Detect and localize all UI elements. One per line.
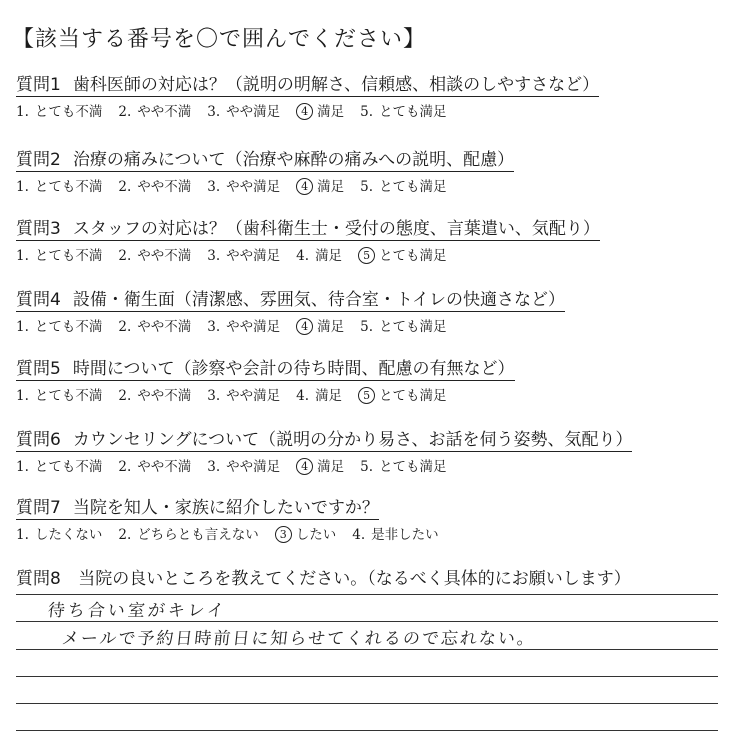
question-text: 設備・衛生面（清潔感、雰囲気、待合室・トイレの快適さなど） [72,290,565,310]
option[interactable] [16,455,102,475]
answer-line-4 [16,676,718,677]
answer-line-3 [16,649,718,650]
option-label: とても不満 [34,179,103,195]
option-row [16,100,716,120]
option-number: 5. [360,179,374,195]
option-label: やや満足 [226,459,281,475]
option-label: やや満足 [226,319,281,335]
question-8-number: 質問8 [16,569,61,589]
option-number: 2. [118,179,132,195]
question-title [16,425,632,452]
circled-option-number: 3 [275,526,292,543]
option-selected[interactable] [275,523,337,543]
option[interactable] [360,175,446,195]
handwritten-answer-1: 待ち合い室がキレイ [46,601,228,621]
option-label: とても満足 [379,179,447,195]
option-selected[interactable] [358,244,447,264]
option[interactable] [360,315,446,335]
option[interactable] [118,523,258,543]
question-number: 質問4 [16,290,61,310]
option[interactable] [207,175,280,195]
question-number: 質問2 [16,150,61,170]
option-label: したくない [34,527,103,543]
question-text: 時間について（診察や会計の待ち時間、配慮の有無など） [72,359,515,379]
option-label: とても不満 [34,459,103,475]
option[interactable] [16,244,102,264]
option-selected[interactable] [358,384,447,404]
option[interactable] [16,384,102,404]
option-number: 2. [118,527,132,543]
answer-line-1 [16,594,718,595]
option-row [16,175,716,195]
option-label: やや不満 [137,388,192,404]
option[interactable] [118,315,191,335]
circled-option-number: 4 [296,178,313,195]
question-6 [16,425,716,475]
option[interactable] [207,455,280,475]
option-number: 5. [360,459,374,475]
option-number: 2. [118,104,132,120]
option-number: 4. [296,248,310,264]
option[interactable] [16,315,102,335]
option-label: やや不満 [137,319,192,335]
option[interactable] [296,384,342,404]
option-selected[interactable] [296,455,344,475]
option-number: 3. [207,459,221,475]
question-title [16,493,379,520]
option-row [16,384,716,404]
question-title [16,354,515,381]
option-number: 2. [118,319,132,335]
question-text: カウンセリングについて（説明の分かり易さ、お話を伺う姿勢、気配り） [72,430,633,450]
question-number: 質問3 [16,219,61,239]
option[interactable] [207,100,280,120]
option-number: 1. [16,248,29,264]
option[interactable] [296,244,342,264]
option-label: やや不満 [137,179,192,195]
option-label: やや不満 [137,248,192,264]
option-number: 1. [16,179,29,195]
circled-option-number: 4 [296,458,313,475]
option-label: とても満足 [379,319,447,335]
option-number: 3. [207,319,221,335]
option-label: やや不満 [137,459,192,475]
option-row [16,455,716,475]
question-number: 質問5 [16,359,61,379]
option-number: 2. [118,248,132,264]
option[interactable] [360,100,446,120]
option-label: 是非したい [371,527,439,543]
option[interactable] [118,384,191,404]
option-label: とても満足 [379,459,447,475]
option-selected[interactable] [296,100,344,120]
question-number: 質問7 [16,498,61,518]
option[interactable] [352,523,438,543]
option-label: とても満足 [379,388,447,404]
option[interactable] [16,100,102,120]
option-label: 満足 [315,248,343,264]
option[interactable] [118,175,191,195]
option-label: とても不満 [34,104,103,120]
option-row [16,523,716,543]
question-text: 当院を知人・家族に紹介したいですか？ [72,498,379,518]
question-8-text: 当院の良いところを教えてください。（なるべく具体的にお願いします） [78,569,631,589]
question-8-title [16,564,631,589]
question-number: 質問6 [16,430,61,450]
option-number: 3. [207,179,221,195]
option-number: 4. [296,388,310,404]
option-label: 満足 [317,179,345,195]
question-7 [16,493,716,543]
option-label: とても不満 [34,319,103,335]
option-number: 2. [118,459,132,475]
handwritten-answer-2: メールで予約日時前日に知らせてくれるので忘れない。 [60,629,537,649]
question-number: 質問1 [16,75,61,95]
option-number: 3. [207,248,221,264]
option-row [16,315,716,335]
question-2 [16,145,716,195]
option-label: とても不満 [34,248,103,264]
question-1 [16,70,716,120]
question-title [16,214,600,241]
circled-option-number: 4 [296,318,313,335]
option-label: 満足 [315,388,343,404]
option-number: 1. [16,104,29,120]
question-title [16,285,565,312]
option-label: とても不満 [34,388,103,404]
option-number: 2. [118,388,132,404]
option[interactable] [207,315,280,335]
answer-line-5 [16,703,718,704]
circled-option-number: 5 [358,247,375,264]
option-selected[interactable] [296,315,344,335]
option[interactable] [207,384,280,404]
option-number: 3. [207,104,221,120]
question-title [16,70,599,97]
option-label: したい [295,527,337,543]
question-4 [16,285,716,335]
option[interactable] [118,244,191,264]
option-label: どちらとも言えない [137,527,259,543]
option-label: やや満足 [226,248,281,264]
option-number: 5. [360,104,374,120]
option-label: 満足 [317,319,345,335]
option-number: 3. [207,388,221,404]
answer-line-2 [16,621,718,622]
circled-option-number: 5 [358,387,375,404]
option-row [16,244,716,264]
question-3 [16,214,716,264]
question-5 [16,354,716,404]
option-label: やや満足 [226,104,281,120]
option-label: やや不満 [137,104,192,120]
question-text: スタッフの対応は？（歯科衛生士・受付の態度、言葉遣い、気配り） [72,219,600,239]
option-number: 1. [16,319,29,335]
option-label: やや満足 [226,179,281,195]
option-label: やや満足 [226,388,281,404]
option-label: とても満足 [379,104,447,120]
circled-option-number: 4 [296,103,313,120]
question-text: 治療の痛みについて（治療や麻酔の痛みへの説明、配慮） [72,150,515,170]
option-number: 5. [360,319,374,335]
instructions-header: 【該当する番号を〇で囲んでください】 [12,27,427,52]
option-number: 1. [16,527,29,543]
question-text: 歯科医師の対応は？（説明の明解さ、信頼感、相談のしやすさなど） [72,75,600,95]
option-label: 満足 [317,104,345,120]
answer-line-6 [16,730,718,731]
option[interactable] [360,455,446,475]
option[interactable] [118,455,191,475]
option[interactable] [207,244,280,264]
option-number: 1. [16,388,29,404]
option-number: 1. [16,459,29,475]
option-selected[interactable] [296,175,344,195]
question-title [16,145,514,172]
option[interactable] [118,100,191,120]
option[interactable] [16,523,102,543]
option-label: 満足 [317,459,345,475]
option-label: とても満足 [379,248,447,264]
option[interactable] [16,175,102,195]
option-number: 4. [352,527,366,543]
